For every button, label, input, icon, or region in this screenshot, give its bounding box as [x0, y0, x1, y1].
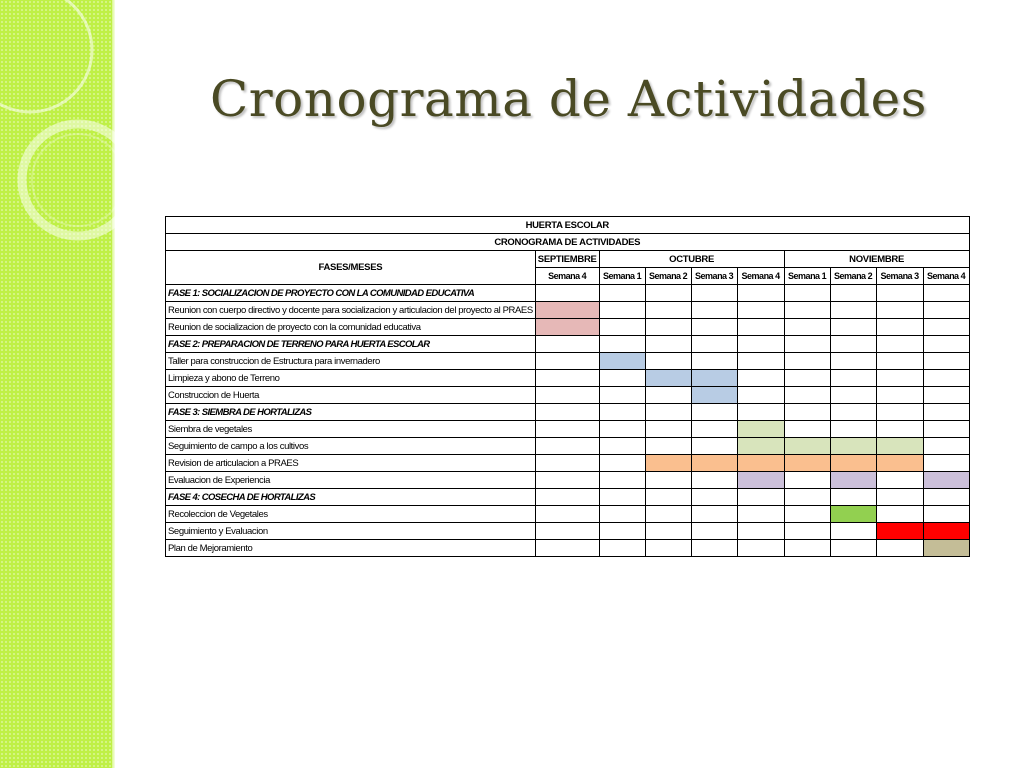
schedule-cell	[535, 438, 599, 455]
schedule-cell	[645, 540, 691, 557]
schedule-cell	[645, 319, 691, 336]
schedule-cell-filled	[737, 421, 784, 438]
schedule-cell	[691, 302, 737, 319]
activity-label: Siembra de vegetales	[166, 421, 536, 438]
schedule-cell	[691, 285, 737, 302]
schedule-cell	[691, 336, 737, 353]
phase-label: FASE 3: SIEMBRA DE HORTALIZAS	[166, 404, 536, 421]
schedule-cell	[737, 370, 784, 387]
schedule-cell	[737, 506, 784, 523]
schedule-cell	[535, 404, 599, 421]
activity-label: Seguimiento y Evaluacion	[166, 523, 536, 540]
schedule-cell	[784, 404, 830, 421]
schedule-cell	[691, 353, 737, 370]
activity-label: Evaluacion de Experiencia	[166, 472, 536, 489]
activity-row	[166, 353, 970, 370]
schedule-cell	[876, 387, 923, 404]
schedule-cell-filled	[784, 438, 830, 455]
schedule-cell	[830, 387, 876, 404]
activity-label: Plan de Mejoramiento	[166, 540, 536, 557]
schedule-cell	[737, 302, 784, 319]
week-header: Semana 2	[645, 268, 691, 285]
schedule-cell	[645, 285, 691, 302]
schedule-cell	[691, 421, 737, 438]
schedule-cell	[535, 421, 599, 438]
schedule-cell	[784, 336, 830, 353]
schedule-cell	[737, 319, 784, 336]
schedule-cell	[535, 455, 599, 472]
schedule-cell	[876, 421, 923, 438]
schedule-cell	[830, 404, 876, 421]
phase-header: FASES/MESES	[166, 251, 536, 285]
schedule-cell	[923, 421, 969, 438]
schedule-cell	[599, 370, 645, 387]
schedule-cell	[599, 523, 645, 540]
schedule-cell	[830, 285, 876, 302]
schedule-cell	[923, 302, 969, 319]
schedule-cell	[691, 540, 737, 557]
week-header: Semana 3	[876, 268, 923, 285]
schedule-cell	[645, 336, 691, 353]
schedule-cell	[599, 489, 645, 506]
side-band-edge	[112, 0, 115, 768]
schedule-cell	[876, 404, 923, 421]
activity-label: Reunion de socializacion de proyecto con la comunidad educativa	[166, 319, 536, 336]
schedule-cell	[876, 489, 923, 506]
schedule-cell	[784, 506, 830, 523]
schedule-cell	[876, 370, 923, 387]
phase-row	[166, 285, 970, 302]
schedule-cell	[599, 506, 645, 523]
schedule-cell	[737, 404, 784, 421]
schedule-cell	[784, 421, 830, 438]
decorative-side-band	[0, 0, 113, 768]
schedule-cell-filled	[876, 455, 923, 472]
schedule-cell	[923, 387, 969, 404]
schedule-cell-filled	[737, 472, 784, 489]
schedule-cell-filled	[737, 455, 784, 472]
schedule-cell	[599, 285, 645, 302]
phase-row	[166, 489, 970, 506]
week-header: Semana 4	[535, 268, 599, 285]
schedule-cell	[645, 421, 691, 438]
schedule-cell	[691, 404, 737, 421]
schedule-cell	[830, 421, 876, 438]
schedule-cell-filled	[645, 370, 691, 387]
schedule-cell	[691, 506, 737, 523]
schedule-cell	[784, 370, 830, 387]
schedule-title-row	[166, 217, 970, 234]
schedule-cell-filled	[923, 472, 969, 489]
activity-row	[166, 523, 970, 540]
schedule-cell-filled	[535, 302, 599, 319]
schedule-cell	[737, 336, 784, 353]
schedule-cell	[737, 523, 784, 540]
week-header: Semana 1	[599, 268, 645, 285]
phase-row	[166, 336, 970, 353]
schedule-subtitle: CRONOGRAMA DE ACTIVIDADES	[166, 234, 970, 251]
activity-row	[166, 302, 970, 319]
schedule-cell	[599, 472, 645, 489]
schedule-cell	[923, 404, 969, 421]
schedule-cell	[784, 540, 830, 557]
schedule-cell	[599, 387, 645, 404]
activity-label: Construccion de Huerta	[166, 387, 536, 404]
schedule-cell-filled	[830, 506, 876, 523]
schedule-cell	[599, 336, 645, 353]
schedule-cell-filled	[876, 438, 923, 455]
schedule-cell-filled	[691, 455, 737, 472]
activity-row	[166, 540, 970, 557]
activity-row	[166, 438, 970, 455]
schedule-cell	[691, 438, 737, 455]
activity-row	[166, 319, 970, 336]
schedule-cell-filled	[830, 455, 876, 472]
schedule-cell	[645, 404, 691, 421]
month-header-noviembre: NOVIEMBRE	[784, 251, 969, 268]
schedule-cell	[830, 370, 876, 387]
schedule-cell-filled	[830, 438, 876, 455]
schedule-cell	[691, 472, 737, 489]
schedule-cell-filled	[923, 540, 969, 557]
schedule-cell	[599, 404, 645, 421]
schedule-cell	[923, 455, 969, 472]
schedule-cell	[691, 489, 737, 506]
schedule-cell	[535, 489, 599, 506]
activity-row	[166, 370, 970, 387]
activity-row	[166, 506, 970, 523]
schedule-cell	[535, 523, 599, 540]
schedule-cell-filled	[830, 472, 876, 489]
schedule-cell	[535, 370, 599, 387]
month-header-octubre: OCTUBRE	[599, 251, 784, 268]
week-header: Semana 1	[784, 268, 830, 285]
schedule-cell-filled	[923, 523, 969, 540]
activity-label: Revision de articulacion a PRAES	[166, 455, 536, 472]
schedule-cell-filled	[691, 387, 737, 404]
schedule-cell	[923, 285, 969, 302]
schedule-cell	[645, 302, 691, 319]
schedule-cell	[923, 336, 969, 353]
schedule-cell	[830, 302, 876, 319]
schedule-cell	[599, 540, 645, 557]
schedule-cell-filled	[691, 370, 737, 387]
schedule-cell	[876, 506, 923, 523]
week-header: Semana 2	[830, 268, 876, 285]
schedule-cell	[876, 302, 923, 319]
schedule-cell	[535, 353, 599, 370]
schedule-cell	[645, 438, 691, 455]
schedule-table	[165, 216, 970, 557]
schedule-cell	[535, 387, 599, 404]
activity-label: Seguimiento de campo a los cultivos	[166, 438, 536, 455]
schedule-cell	[784, 472, 830, 489]
schedule-cell	[923, 489, 969, 506]
schedule-cell	[535, 540, 599, 557]
week-header: Semana 3	[691, 268, 737, 285]
activity-label: Recoleccion de Vegetales	[166, 506, 536, 523]
schedule-cell-filled	[535, 319, 599, 336]
schedule-cell	[784, 319, 830, 336]
schedule-cell	[784, 489, 830, 506]
week-header: Semana 4	[923, 268, 969, 285]
schedule-cell	[599, 421, 645, 438]
activity-row	[166, 472, 970, 489]
phase-label: FASE 4: COSECHA DE HORTALIZAS	[166, 489, 536, 506]
schedule-cell	[923, 370, 969, 387]
schedule-body	[166, 285, 970, 557]
schedule-cell	[876, 540, 923, 557]
activity-row	[166, 387, 970, 404]
schedule-cell	[645, 353, 691, 370]
schedule-cell	[645, 506, 691, 523]
schedule-cell	[645, 489, 691, 506]
activity-label: Limpieza y abono de Terreno	[166, 370, 536, 387]
activity-row	[166, 455, 970, 472]
schedule-cell	[784, 302, 830, 319]
schedule-cell	[599, 319, 645, 336]
schedule-cell	[599, 455, 645, 472]
activity-label: Taller para construccion de Estructura para invernadero	[166, 353, 536, 370]
schedule-cell	[830, 489, 876, 506]
schedule-cell	[784, 353, 830, 370]
schedule-cell	[535, 336, 599, 353]
schedule-cell	[737, 285, 784, 302]
schedule-cell	[784, 285, 830, 302]
schedule-cell	[876, 285, 923, 302]
schedule-cell	[645, 387, 691, 404]
schedule-cell-filled	[876, 523, 923, 540]
schedule-cell	[645, 523, 691, 540]
schedule-cell	[876, 319, 923, 336]
phase-label: FASE 1: SOCIALIZACION DE PROYECTO CON LA COMUNIDAD EDUCATIVA	[166, 285, 536, 302]
month-header-septiembre: SEPTIEMBRE	[535, 251, 599, 268]
schedule-cell	[830, 319, 876, 336]
schedule-cell	[923, 506, 969, 523]
schedule-cell	[830, 353, 876, 370]
schedule-cell	[599, 438, 645, 455]
schedule-cell	[784, 523, 830, 540]
schedule-cell	[830, 336, 876, 353]
activity-label: Reunion con cuerpo directivo y docente para socializacion y articulacion del proyecto al PRAES	[166, 302, 536, 319]
schedule-cell	[876, 353, 923, 370]
schedule-title: HUERTA ESCOLAR	[166, 217, 970, 234]
schedule-cell	[830, 540, 876, 557]
schedule-cell	[535, 285, 599, 302]
schedule-subtitle-row	[166, 234, 970, 251]
schedule-cell	[876, 336, 923, 353]
phase-row	[166, 404, 970, 421]
activity-row	[166, 421, 970, 438]
schedule-cell	[876, 472, 923, 489]
schedule-cell	[737, 353, 784, 370]
schedule-cell	[784, 387, 830, 404]
schedule-cell-filled	[737, 438, 784, 455]
schedule-cell	[830, 523, 876, 540]
schedule-cell	[923, 319, 969, 336]
schedule-cell	[923, 353, 969, 370]
schedule-cell	[691, 319, 737, 336]
schedule-cell	[535, 506, 599, 523]
schedule-cell	[599, 302, 645, 319]
schedule-cell	[645, 472, 691, 489]
month-header-row	[166, 251, 970, 268]
schedule-cell	[923, 438, 969, 455]
schedule-cell	[737, 540, 784, 557]
schedule-cell	[691, 523, 737, 540]
schedule-cell-filled	[784, 455, 830, 472]
schedule-cell-filled	[599, 353, 645, 370]
phase-label: FASE 2: PREPARACION DE TERRENO PARA HUERTA ESCOLAR	[166, 336, 536, 353]
schedule-cell	[737, 489, 784, 506]
slide-title: Cronograma de Actividades	[210, 70, 927, 128]
week-header: Semana 4	[737, 268, 784, 285]
schedule-cell	[535, 472, 599, 489]
schedule-cell-filled	[645, 455, 691, 472]
schedule-cell	[737, 387, 784, 404]
